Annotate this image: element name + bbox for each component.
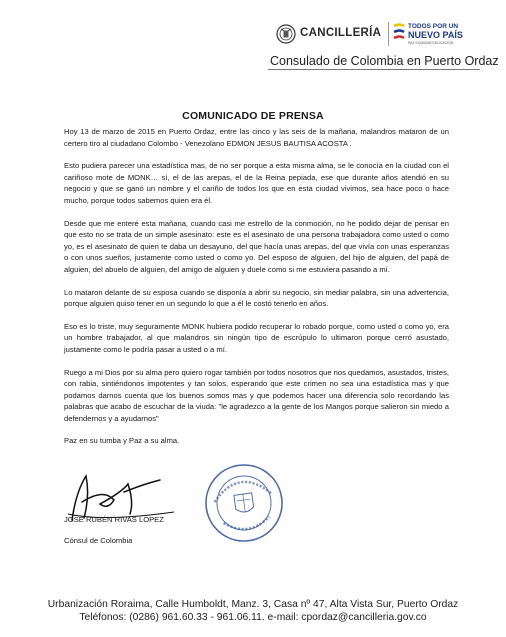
consulate-name: Consulado de Colombia en Puerto Ordaz — [270, 54, 499, 68]
footer-address-line: Urbanización Roraima, Calle Humboldt, Manz. 3, Casa nº 47, Alta Vista Sur, Puerto Ordaz — [47, 599, 459, 610]
signature-block — [64, 462, 464, 572]
paragraph: Lo mataron delante de su esposa cuando se disponía a abrir su negocio, sin mediar palabra, sin una advertencia, porque alguien quiso tener en un segundo lo que a él le costó tenerlo en años. — [64, 287, 449, 309]
letterhead — [270, 22, 499, 74]
gov-logo-line1: TODOS POR UN — [408, 23, 459, 30]
paragraph: Desde que me enteré esta mañana, cuando casi me estrello de la conmoción, no he podido dejar de pensar en que esto no se trata de un simple asesinato: este es el asesinato de una persona trabajadora como usted o como yo, es el asesinato de quien te daba un desayuno, del que hacía unas arepas, del que vivía con unas esperanzas o con unos sueños, justamente como usted o como yo. Del esposo de alguien, del hijo de alguien, del papá de alguien, del abuelo de alguien, del amigo de alguien y duele como si me estuviera pasando a mí. — [64, 218, 449, 274]
header-divider — [388, 22, 389, 46]
paragraph: Ruego a mi Dios por su alma pero quiero rogar también por todos nosotros que nos quedamos, asustados, tristes, con rabia, sintiéndonos impotentes y tan solos, esperando que este crimen no sea una estadística mas y que podamos darnos cuenta que los buenos somos mas y que podemos hacer una diferencia solo recordando las palabras que acabo de escuchar de la viuda: "le agradezco a la gente de los Mangos porque salieron sin miedo a defendernos y a ayudarnos" — [64, 367, 449, 423]
gov-logo-line2: NUEVO PAÍS — [408, 30, 463, 40]
paragraph: Esto pudiera parecer una estadística mas, de no ser porque a esta misma alma, se le conocía en la ciudad con el cariñoso mote de MONK… sí, el de las arepas, el de la Reina pepiada, ese que durante años atendió en su negocio y que se ganó un nombre y el cariño de todos los que en esta ciudad vivimos, sea hace poco o hace mucho, porque todos sabemos quien era él. — [64, 161, 449, 205]
footer-contact-line: Teléfonos: (0286) 961.60.33 - 961.06.11. e-mail: cpordaz@cancilleria.gov.co — [79, 612, 427, 623]
signer-title: Cónsul de Colombia — [64, 536, 133, 545]
footer-address — [0, 598, 506, 624]
consulate-seal-stamp — [199, 458, 289, 548]
document-title: COMUNICADO DE PRENSA — [182, 110, 324, 122]
agency-name: CANCILLERÍA — [300, 27, 382, 39]
header-rule — [268, 69, 480, 70]
todos-por-un-nuevo-pais-logo — [392, 22, 482, 48]
closing-line: Paz en su tumba y Paz a su alma. — [64, 436, 180, 446]
colombia-coat-of-arms-icon — [276, 24, 296, 44]
document-body — [64, 126, 449, 451]
nuevo-pais-mark-icon — [392, 23, 406, 45]
gov-logo-line3: PAZ EQUIDAD EDUCACIÓN — [408, 41, 454, 45]
paragraph: Eso es lo triste, muy seguramente MONK hubiera podido recuperar lo robado porque, como usted o como yo, era un hombre trabajador, al que malandros sin ningún tipo de escrúpulo lo ultimaron porque cerró asustado, justamente como le podría pasar a usted o a mí. — [64, 321, 449, 354]
paragraph: Hoy 13 de marzo de 2015 en Puerto Ordaz, entre las cinco y las seis de la mañana, malandros mataron de un certero tiro al ciudadano Colombo - Venezolano EDMON JESUS BAUTISA ACOSTA . — [64, 127, 449, 148]
signer-name: JOSÉ RUBÉN RIVAS LÓPEZ — [64, 515, 164, 524]
